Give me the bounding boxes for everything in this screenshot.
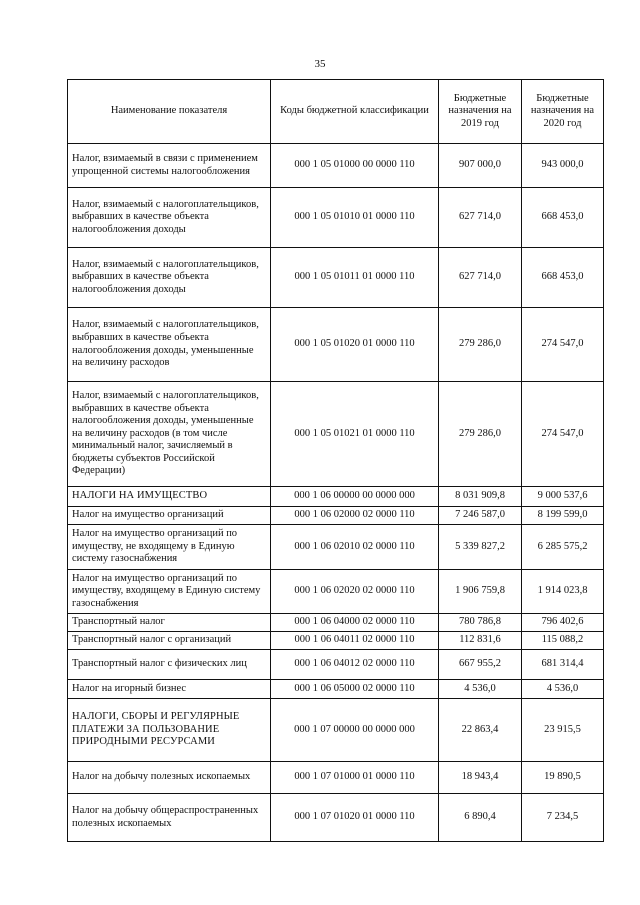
table-row xyxy=(68,308,604,382)
row-2019: 667 955,2 xyxy=(439,650,522,680)
row-2020: 7 234,5 xyxy=(522,794,604,842)
table-row xyxy=(68,632,604,650)
row-2019: 18 943,4 xyxy=(439,762,522,794)
row-2020: 796 402,6 xyxy=(522,614,604,632)
row-name: Налог на имущество организаций по имуществу, не входящему в Единую систему газоснабжения xyxy=(68,525,271,570)
row-2019: 7 246 587,0 xyxy=(439,507,522,525)
row-code: 000 1 05 01021 01 0000 110 xyxy=(271,382,439,487)
header-2020: Бюджетные назначения на 2020 год xyxy=(522,80,604,144)
table-row xyxy=(68,248,604,308)
row-code: 000 1 07 01000 01 0000 110 xyxy=(271,762,439,794)
row-name: Налог на имущество организаций по имуществу, входящему в Единую систему газоснабжения xyxy=(68,570,271,614)
table-row xyxy=(68,699,604,762)
row-2019: 279 286,0 xyxy=(439,382,522,487)
row-2019: 22 863,4 xyxy=(439,699,522,762)
table-row xyxy=(68,762,604,794)
row-code: 000 1 06 02010 02 0000 110 xyxy=(271,525,439,570)
row-2019: 112 831,6 xyxy=(439,632,522,650)
budget-table xyxy=(67,79,604,842)
row-2020: 115 088,2 xyxy=(522,632,604,650)
table-row xyxy=(68,144,604,188)
row-2019: 279 286,0 xyxy=(439,308,522,382)
row-2020: 19 890,5 xyxy=(522,762,604,794)
row-2020: 668 453,0 xyxy=(522,188,604,248)
table-row xyxy=(68,794,604,842)
page-number: 35 xyxy=(314,58,326,70)
row-2019: 780 786,8 xyxy=(439,614,522,632)
row-2019: 1 906 759,8 xyxy=(439,570,522,614)
row-name: Налог на игорный бизнес xyxy=(68,680,271,699)
row-code: 000 1 06 05000 02 0000 110 xyxy=(271,680,439,699)
row-2020: 23 915,5 xyxy=(522,699,604,762)
header-code: Коды бюджетной классификации xyxy=(271,80,439,144)
row-name: Налог, взимаемый в связи с применением упрощенной системы налогообложения xyxy=(68,144,271,188)
row-2019: 627 714,0 xyxy=(439,248,522,308)
row-2020: 1 914 023,8 xyxy=(522,570,604,614)
row-code: 000 1 06 02000 02 0000 110 xyxy=(271,507,439,525)
table-row xyxy=(68,650,604,680)
row-name: Транспортный налог xyxy=(68,614,271,632)
row-2020: 943 000,0 xyxy=(522,144,604,188)
row-code: 000 1 06 04011 02 0000 110 xyxy=(271,632,439,650)
table-row xyxy=(68,680,604,699)
row-2020: 9 000 537,6 xyxy=(522,487,604,507)
row-code: 000 1 05 01010 01 0000 110 xyxy=(271,188,439,248)
row-2019: 627 714,0 xyxy=(439,188,522,248)
row-name: Налог, взимаемый с налогоплательщиков, выбравших в качестве объекта налогообложения доходы xyxy=(68,188,271,248)
row-2020: 274 547,0 xyxy=(522,308,604,382)
row-code: 000 1 07 00000 00 0000 000 xyxy=(271,699,439,762)
table-header-row xyxy=(68,80,604,144)
row-2020: 8 199 599,0 xyxy=(522,507,604,525)
table-row xyxy=(68,487,604,507)
table-row xyxy=(68,614,604,632)
row-code: 000 1 06 02020 02 0000 110 xyxy=(271,570,439,614)
row-2019: 4 536,0 xyxy=(439,680,522,699)
row-code: 000 1 05 01011 01 0000 110 xyxy=(271,248,439,308)
row-name: Налог на добычу общераспространенных полезных ископаемых xyxy=(68,794,271,842)
header-name: Наименование показателя xyxy=(68,80,271,144)
table-row xyxy=(68,507,604,525)
row-2019: 5 339 827,2 xyxy=(439,525,522,570)
table-row xyxy=(68,525,604,570)
row-code: 000 1 06 04000 02 0000 110 xyxy=(271,614,439,632)
row-2019: 907 000,0 xyxy=(439,144,522,188)
row-name: Транспортный налог с организаций xyxy=(68,632,271,650)
row-name: Налог на добычу полезных ископаемых xyxy=(68,762,271,794)
table-row xyxy=(68,188,604,248)
row-2019: 6 890,4 xyxy=(439,794,522,842)
row-name: НАЛОГИ НА ИМУЩЕСТВО xyxy=(68,487,271,507)
row-code: 000 1 05 01000 00 0000 110 xyxy=(271,144,439,188)
table-row xyxy=(68,382,604,487)
row-name: НАЛОГИ, СБОРЫ И РЕГУЛЯРНЫЕ ПЛАТЕЖИ ЗА ПОЛЬЗОВАНИЕ ПРИРОДНЫМИ РЕСУРСАМИ xyxy=(68,699,271,762)
row-code: 000 1 07 01020 01 0000 110 xyxy=(271,794,439,842)
table-row xyxy=(68,570,604,614)
row-2020: 668 453,0 xyxy=(522,248,604,308)
row-2020: 274 547,0 xyxy=(522,382,604,487)
row-name: Налог, взимаемый с налогоплательщиков, выбравших в качестве объекта налогообложения доходы, уменьшенные на величину расходов (в том числе минимальный налог, зачисляемый в бюджеты субъектов Российской Федерации) xyxy=(68,382,271,487)
row-2020: 4 536,0 xyxy=(522,680,604,699)
row-code: 000 1 06 04012 02 0000 110 xyxy=(271,650,439,680)
row-code: 000 1 05 01020 01 0000 110 xyxy=(271,308,439,382)
row-name: Налог на имущество организаций xyxy=(68,507,271,525)
row-2020: 6 285 575,2 xyxy=(522,525,604,570)
row-2019: 8 031 909,8 xyxy=(439,487,522,507)
row-name: Налог, взимаемый с налогоплательщиков, выбравших в качестве объекта налогообложения доходы xyxy=(68,248,271,308)
row-code: 000 1 06 00000 00 0000 000 xyxy=(271,487,439,507)
row-2020: 681 314,4 xyxy=(522,650,604,680)
header-2019: Бюджетные назначения на 2019 год xyxy=(439,80,522,144)
row-name: Транспортный налог с физических лиц xyxy=(68,650,271,680)
row-name: Налог, взимаемый с налогоплательщиков, выбравших в качестве объекта налогообложения доходы, уменьшенные на величину расходов xyxy=(68,308,271,382)
